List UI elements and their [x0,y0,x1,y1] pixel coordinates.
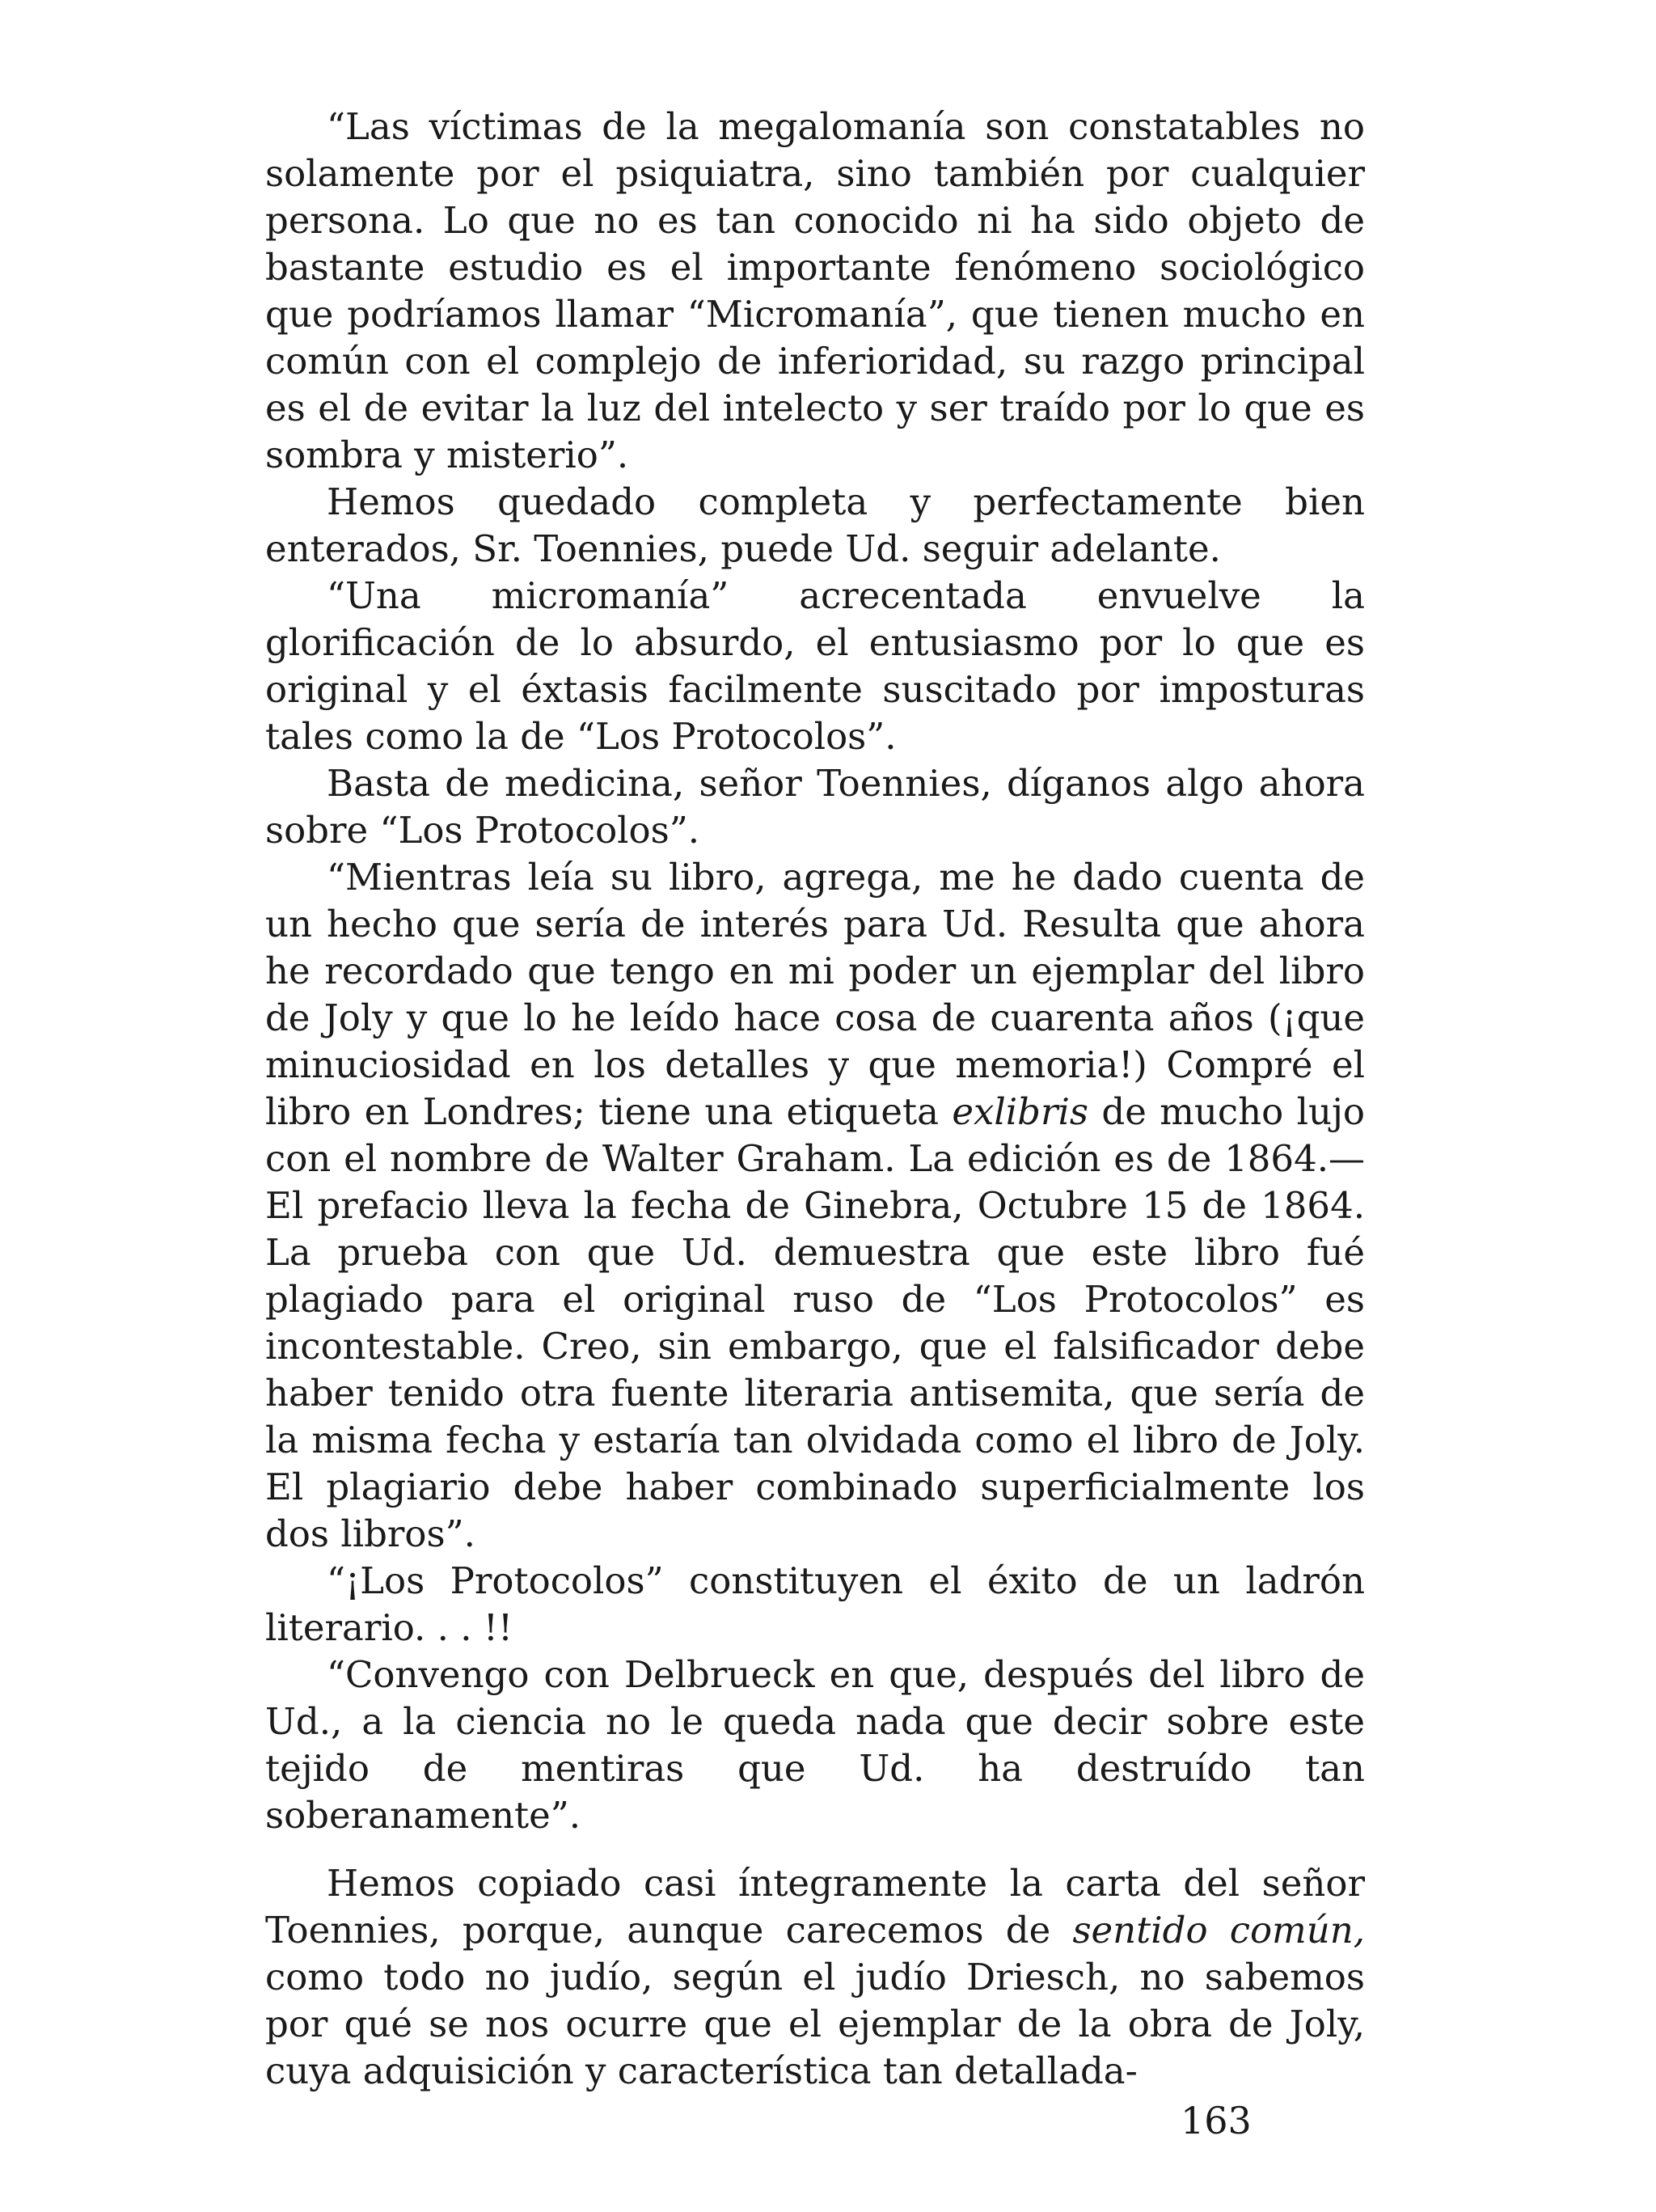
paragraph-text: Hemos quedado completa y perfectamente bien enterados, Sr. Toennies, puede Ud. seguir adelante. [265,480,1365,570]
paragraph-8 [265,1860,1365,2095]
paragraph-text: “Mientras leía su libro, agrega, me he dado cuenta de un hecho que sería de interés para Ud. Resulta que ahora he recordado que tengo en mi poder un ejemplar del libro de Joly y que lo he leído hace cosa de cuarenta años (¡que minuciosidad en los detalles y que memoria!) Compré el libro en Londres; tiene una etiqueta [265,856,1365,1133]
paragraph-6 [265,1558,1365,1652]
italic-term: exlibris [952,1090,1088,1133]
paragraph-text: “Las víctimas de la megalomanía son constatables no solamente por el psiquiatra, sino también por cualquier persona. Lo que no es tan conocido ni ha sido objeto de bastante estudio es el importante fenómeno sociológico que podríamos llamar “Micromanía”, que tienen mucho en común con el complejo de inferioridad, su razgo principal es el de evitar la luz del intelecto y ser traído por lo que es sombra y misterio”. [265,105,1365,476]
paragraph-5 [265,854,1365,1558]
italic-term: sentido común, [1072,1909,1366,1952]
page-number: 163 [1181,2099,1252,2142]
paragraph-text: Basta de medicina, señor Toennies, díganos algo ahora sobre “Los Protocolos”. [265,762,1365,852]
paragraph-7 [265,1652,1365,1839]
paragraph-text: Hemos copiado casi íntegramente la carta del señor Toennies, porque, aunque carecemos de [265,1862,1365,1952]
paragraph-text: “Una micromanía” acrecentada envuelve la glorificación de lo absurdo, el entusiasmo por lo que es original y el éxtasis facilmente suscitado por imposturas tales como la de “Los Protocolos”. [265,574,1365,758]
paragraph-3 [265,573,1365,760]
paragraph-text: “Convengo con Delbrueck en que, después del libro de Ud., a la ciencia no le queda nada que decir sobre este tejido de mentiras que Ud. ha destruído tan soberanamente”. [265,1653,1365,1837]
body-text [265,104,1365,2095]
paragraph-4 [265,760,1365,854]
paragraph-1 [265,104,1365,479]
paragraph-text: de mucho lujo con el nombre de Walter Graham. La edición es de 1864.—El prefacio lleva la fecha de Ginebra, Octubre 15 de 1864. La prueba con que Ud. demuestra que este libro fué plagiado para el original ruso de “Los Protocolos” es incontestable. Creo, sin embargo, que el falsificador debe haber tenido otra fuente literaria antisemita, que sería de la misma fecha y estaría tan olvidada como el libro de Joly. El plagiario debe haber combinado superficialmente los dos libros”. [265,1090,1365,1555]
paragraph-text: “¡Los Protocolos” constituyen el éxito de un ladrón literario. . . !! [265,1559,1365,1649]
paragraph-2 [265,479,1365,573]
paragraph-text: como todo no judío, según el judío Driesch, no sabemos por qué se nos ocurre que el ejemplar de la obra de Joly, cuya adquisición y característica tan detallada- [265,1956,1365,2092]
